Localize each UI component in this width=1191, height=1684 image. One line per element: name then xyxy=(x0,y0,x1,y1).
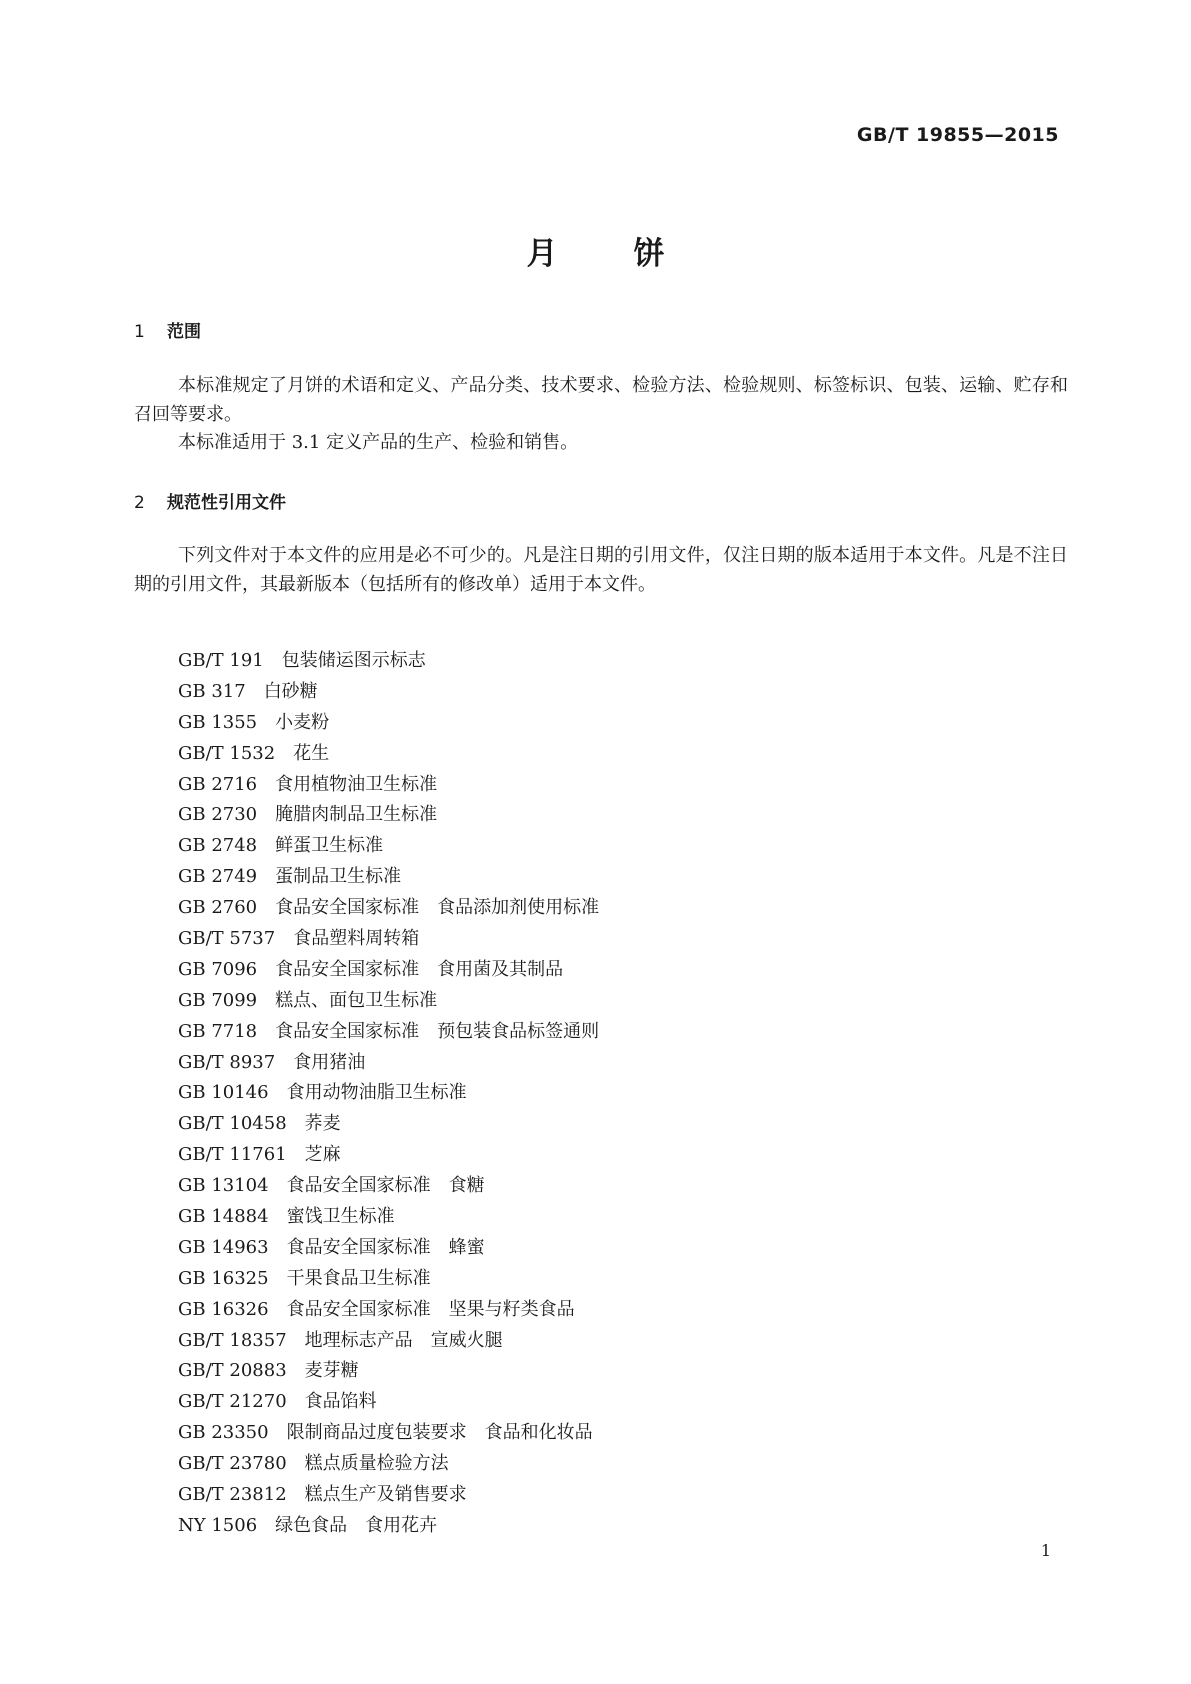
reference-code: GB 7096 xyxy=(178,958,258,980)
reference-code: GB/T 20883 xyxy=(178,1360,287,1382)
reference-code: GB 10146 xyxy=(178,1082,269,1104)
section-heading-normative-references xyxy=(134,488,286,513)
reference-item xyxy=(178,1233,599,1264)
reference-title: 芝麻 xyxy=(304,1144,341,1166)
reference-item xyxy=(178,893,599,924)
reference-title: 荞麦 xyxy=(304,1113,341,1135)
reference-item xyxy=(178,1109,599,1140)
reference-title: 绿色食品 食用花卉 xyxy=(275,1514,438,1536)
section-title: 范围 xyxy=(167,322,201,342)
document-title: 月饼 xyxy=(526,236,741,272)
reference-code: GB 7099 xyxy=(178,989,258,1011)
section-heading-scope xyxy=(134,317,201,342)
reference-title: 腌腊肉制品卫生标准 xyxy=(275,804,438,826)
reference-code: GB 14963 xyxy=(178,1236,269,1258)
reference-title: 小麦粉 xyxy=(275,711,330,733)
page-number: 1 xyxy=(1040,1541,1051,1560)
section-title: 规范性引用文件 xyxy=(167,493,286,513)
reference-title: 食品塑料周转箱 xyxy=(293,928,420,950)
reference-item xyxy=(178,1140,599,1171)
reference-title: 麦芽糖 xyxy=(304,1360,359,1382)
reference-title: 食品安全国家标准 蜂蜜 xyxy=(286,1236,485,1258)
reference-title: 花生 xyxy=(293,742,330,764)
reference-item xyxy=(178,924,599,955)
reference-title: 糕点、面包卫生标准 xyxy=(275,989,438,1011)
reference-title: 蛋制品卫生标准 xyxy=(275,866,402,888)
reference-code: NY 1506 xyxy=(178,1514,258,1536)
reference-item xyxy=(178,646,599,677)
reference-item xyxy=(178,1418,599,1449)
section-number: 2 xyxy=(134,493,145,513)
reference-title: 食品安全国家标准 坚果与籽类食品 xyxy=(286,1298,575,1320)
reference-title: 地理标志产品 宣威火腿 xyxy=(304,1329,503,1351)
reference-title: 食品安全国家标准 预包装食品标签通则 xyxy=(275,1020,600,1042)
reference-code: GB/T 23812 xyxy=(178,1484,287,1506)
reference-code: GB/T 1532 xyxy=(178,742,276,764)
reference-item xyxy=(178,1480,599,1511)
reference-code: GB 2749 xyxy=(178,866,258,888)
reference-code: GB 2730 xyxy=(178,804,258,826)
reference-title: 糕点生产及销售要求 xyxy=(304,1484,467,1506)
reference-item xyxy=(178,800,599,831)
reference-item xyxy=(178,986,599,1017)
reference-item xyxy=(178,1326,599,1357)
reference-code: GB/T 18357 xyxy=(178,1329,287,1351)
reference-title: 白砂糖 xyxy=(263,680,318,702)
reference-item xyxy=(178,1078,599,1109)
reference-code: GB/T 10458 xyxy=(178,1113,287,1135)
reference-item xyxy=(178,1449,599,1480)
reference-item xyxy=(178,955,599,986)
standard-code: GB/T 19855—2015 xyxy=(856,124,1059,146)
reference-title: 食用猪油 xyxy=(293,1051,366,1073)
reference-code: GB/T 23780 xyxy=(178,1453,287,1475)
reference-item xyxy=(178,1171,599,1202)
reference-list xyxy=(178,646,599,1542)
reference-code: GB 16325 xyxy=(178,1267,269,1289)
reference-title: 蜜饯卫生标准 xyxy=(286,1206,395,1228)
reference-title: 食品安全国家标准 食用菌及其制品 xyxy=(275,958,564,980)
reference-title: 食用动物油脂卫生标准 xyxy=(286,1082,467,1104)
references-intro-paragraph: 下列文件对于本文件的应用是必不可少的。凡是注日期的引用文件，仅注日期的版本适用于本文件。凡是不注日期的引用文件，其最新版本（包括所有的修改单）适用于本文件。 xyxy=(134,545,1068,595)
reference-code: GB/T 21270 xyxy=(178,1391,287,1413)
reference-code: GB 16326 xyxy=(178,1298,269,1320)
reference-code: GB 2760 xyxy=(178,897,258,919)
reference-code: GB 14884 xyxy=(178,1206,269,1228)
reference-title: 食品安全国家标准 食糖 xyxy=(286,1175,485,1197)
reference-item xyxy=(178,677,599,708)
reference-code: GB/T 5737 xyxy=(178,928,276,950)
reference-code: GB 7718 xyxy=(178,1020,258,1042)
reference-title: 鲜蛋卫生标准 xyxy=(275,835,384,857)
reference-code: GB/T 191 xyxy=(178,650,264,671)
reference-code: GB/T 11761 xyxy=(178,1144,287,1166)
reference-item xyxy=(178,1356,599,1387)
reference-code: GB 13104 xyxy=(178,1175,269,1197)
reference-item xyxy=(178,831,599,862)
reference-code: GB 23350 xyxy=(178,1422,269,1444)
reference-item xyxy=(178,1264,599,1295)
reference-code: GB/T 8937 xyxy=(178,1051,276,1073)
reference-item xyxy=(178,770,599,801)
reference-code: GB 2748 xyxy=(178,835,258,857)
scope-paragraph-2: 本标准适用于 3.1 定义产品的生产、检验和销售。 xyxy=(178,432,579,453)
reference-code: GB 317 xyxy=(178,680,246,702)
reference-title: 干果食品卫生标准 xyxy=(286,1267,431,1289)
reference-code: GB 1355 xyxy=(178,711,258,733)
reference-item xyxy=(178,862,599,893)
reference-code: GB 2716 xyxy=(178,773,258,795)
reference-title: 包装储运图示标志 xyxy=(281,650,426,671)
scope-paragraph-1: 本标准规定了月饼的术语和定义、产品分类、技术要求、检验方法、检验规则、标签标识、包装、运输、贮存和召回等要求。 xyxy=(134,375,1068,425)
reference-title: 糕点质量检验方法 xyxy=(304,1453,449,1475)
reference-item xyxy=(178,1511,599,1542)
reference-item xyxy=(178,708,599,739)
reference-item xyxy=(178,1387,599,1418)
reference-item xyxy=(178,739,599,770)
reference-item xyxy=(178,1295,599,1326)
reference-title: 限制商品过度包装要求 食品和化妆品 xyxy=(286,1422,593,1444)
reference-item xyxy=(178,1202,599,1233)
section-number: 1 xyxy=(134,322,145,342)
reference-title: 食用植物油卫生标准 xyxy=(275,773,438,795)
reference-item xyxy=(178,1017,599,1048)
reference-item xyxy=(178,1048,599,1079)
reference-title: 食品安全国家标准 食品添加剂使用标准 xyxy=(275,897,600,919)
reference-title: 食品馅料 xyxy=(304,1391,377,1413)
